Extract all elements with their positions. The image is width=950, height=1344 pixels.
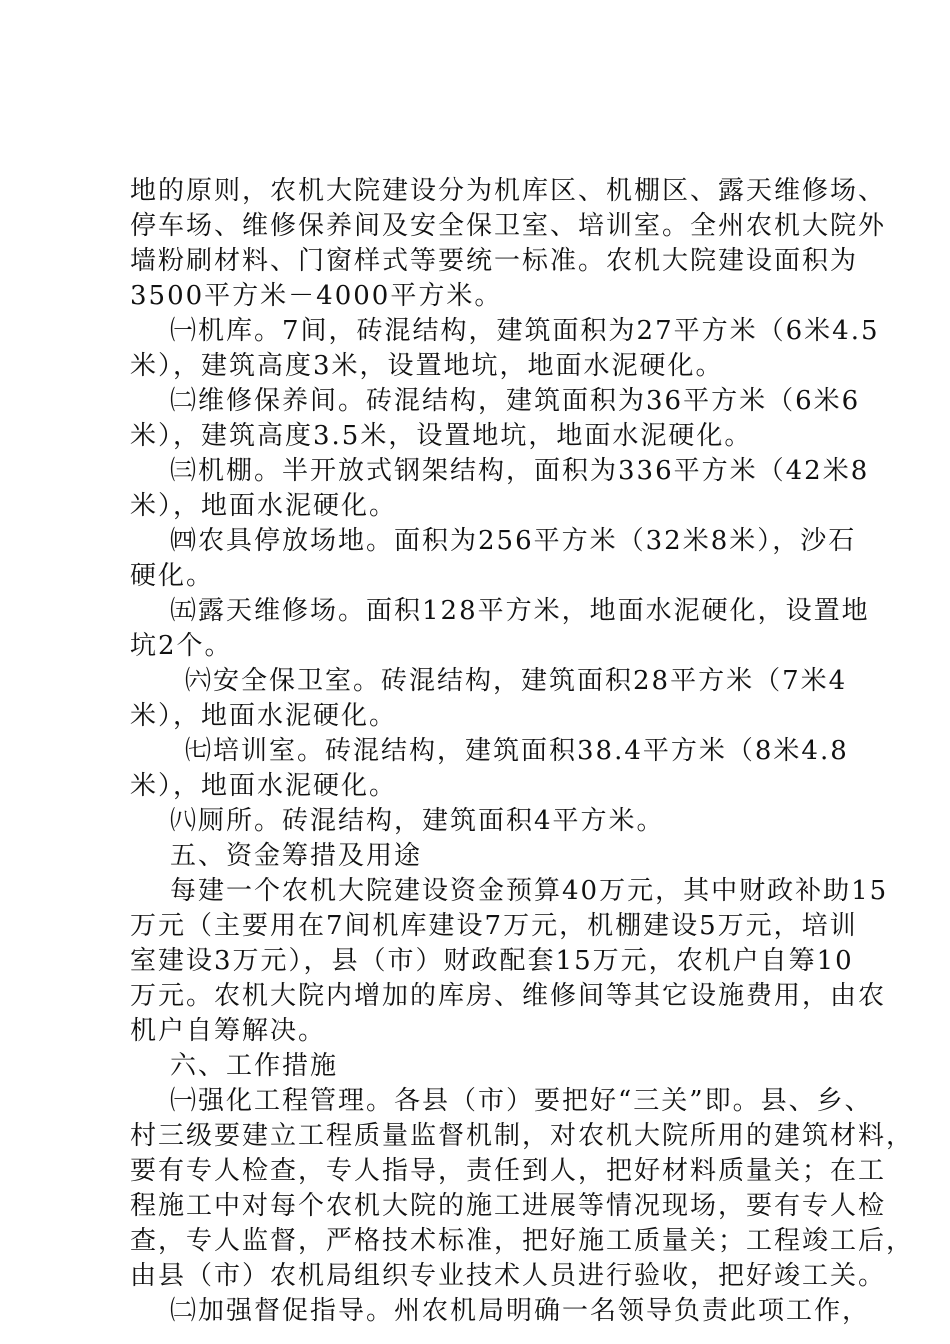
text-line: 由县（市）农机局组织专业技术人员进行验收，把好竣工关。 <box>130 1261 887 1291</box>
text-line: 3500平方米－4000平方米。 <box>130 281 503 311</box>
text-line: 万元。农机大院内增加的库房、维修间等其它设施费用，由农 <box>130 981 887 1011</box>
text-line: 墙粉刷材料、门窗样式等要统一标准。农机大院建设面积为 <box>130 246 859 276</box>
text-line: ㈡加强督促指导。州农机局明确一名领导负责此项工作， <box>170 1296 871 1326</box>
text-line: 机户自筹解决。 <box>130 1016 327 1046</box>
text-line: 米），建筑高度3.5米，设置地坑，地面水泥硬化。 <box>130 421 753 451</box>
text-line: ㈡维修保养间。砖混结构，建筑面积为36平方米（6米6 <box>170 386 861 416</box>
section-heading: 五、资金筹措及用途 <box>170 841 423 871</box>
text-line: 米），地面水泥硬化。 <box>130 701 398 731</box>
text-line: 米），地面水泥硬化。 <box>130 771 398 801</box>
text-line: 米），建筑高度3米，设置地坑，地面水泥硬化。 <box>130 351 724 381</box>
text-line: 要有专人检查，专人指导，责任到人，把好材料质量关；在工 <box>130 1156 887 1186</box>
text-line: ㈦培训室。砖混结构，建筑面积38.4平方米（8米4.8 <box>185 736 849 766</box>
text-line: ㈠机库。7间，砖混结构，建筑面积为27平方米（6米4.5 <box>170 316 880 346</box>
text-line: 室建设3万元），县（市）财政配套15万元，农机户自筹10 <box>130 946 854 976</box>
text-line: ㈣农具停放场地。面积为256平方米（32米8米），沙石 <box>170 526 857 556</box>
text-line: 程施工中对每个农机大院的施工进展等情况现场，要有专人检 <box>130 1191 887 1221</box>
text-line: ㈥安全保卫室。砖混结构，建筑面积28平方米（7米4 <box>185 666 848 696</box>
text-line: 每建一个农机大院建设资金预算40万元，其中财政补助15 <box>170 876 889 906</box>
text-line: 地的原则，农机大院建设分为机库区、机棚区、露天维修场、 <box>130 176 887 206</box>
text-line: 坑2个。 <box>130 631 233 661</box>
text-line: ㈤露天维修场。面积128平方米，地面水泥硬化，设置地 <box>170 596 870 626</box>
text-line: 停车场、维修保养间及安全保卫室、培训室。全州农机大院外 <box>130 211 887 241</box>
text-line: 万元（主要用在7间机库建设7万元，机棚建设5万元，培训 <box>130 911 858 941</box>
text-line: 查，专人监督，严格技术标准，把好施工质量关；工程竣工后， <box>130 1226 915 1256</box>
text-line: 硬化。 <box>130 561 215 591</box>
text-line: ㈧厕所。砖混结构，建筑面积4平方米。 <box>170 806 665 836</box>
text-line: ㈠强化工程管理。各县（市）要把好“三关”即。县、乡、 <box>170 1086 873 1116</box>
section-heading: 六、工作措施 <box>170 1051 339 1081</box>
text-line: 米），地面水泥硬化。 <box>130 491 398 521</box>
text-line: 村三级要建立工程质量监督机制，对农机大院所用的建筑材料， <box>130 1121 915 1151</box>
text-line: ㈢机棚。半开放式钢架结构，面积为336平方米（42米8 <box>170 456 870 486</box>
